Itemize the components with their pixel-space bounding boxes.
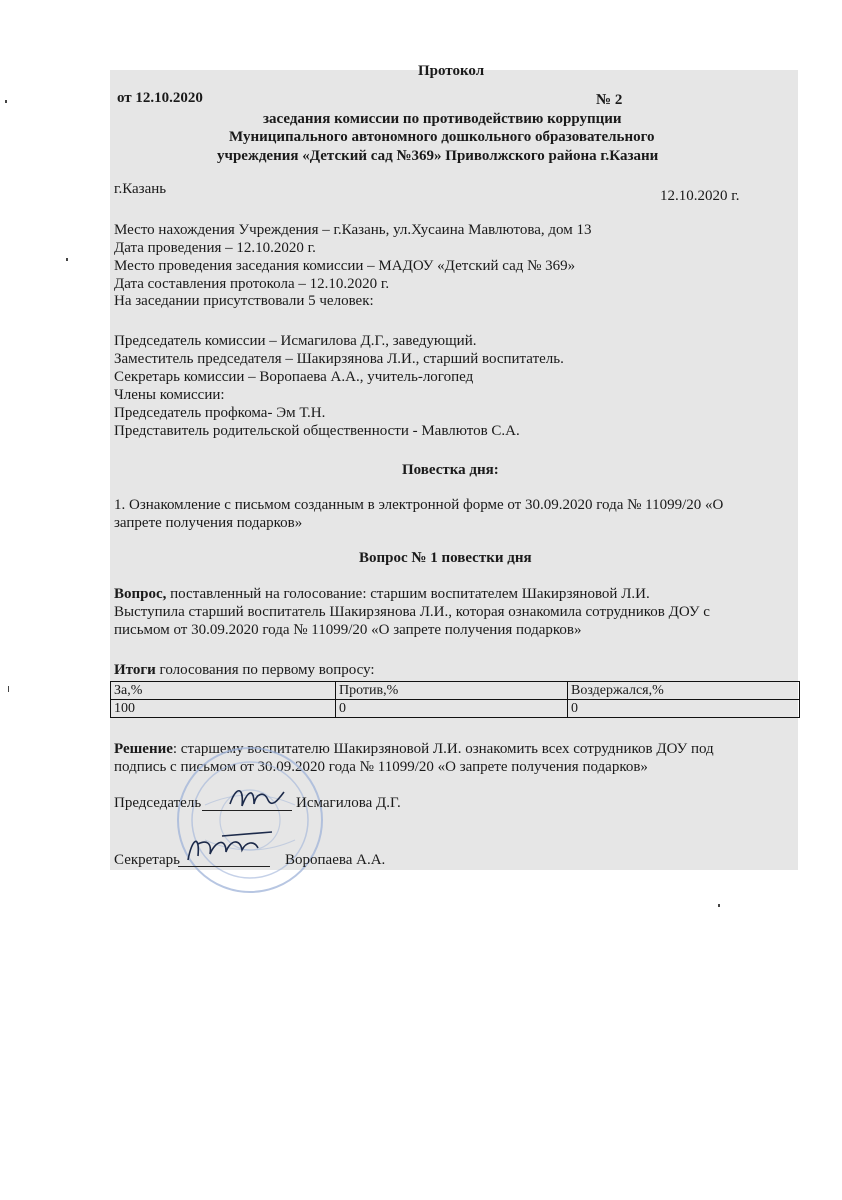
protocol-date: от 12.10.2020: [117, 90, 203, 106]
header-cell-for: За,%: [111, 682, 336, 700]
subtitle-line-2: Муниципального автономного дошкольного образовательного: [229, 129, 655, 145]
question-label: Вопрос,: [114, 586, 167, 602]
scan-speck: [718, 904, 720, 907]
value-cell-for: 100: [111, 700, 336, 718]
value-cell-abstain: 0: [568, 700, 800, 718]
member-line: Председатель комиссии – Исмагилова Д.Г., заведующий.: [114, 333, 477, 349]
chair-signature: [222, 780, 292, 818]
voting-label-line: [114, 661, 375, 679]
protocol-number: № 2: [596, 92, 623, 108]
round-stamp: [175, 745, 325, 895]
voting-label-bold: Итоги: [114, 662, 156, 678]
voting-label-text: голосования по первому вопросу:: [155, 662, 375, 678]
member-line: Заместитель председателя – Шакирзянова Л.И., старший воспитатель.: [114, 351, 564, 367]
header-cell-against: Против,%: [336, 682, 568, 700]
secretary-label: Секретарь: [114, 852, 181, 868]
question-text: поставленный на голосование: старшим воспитателем Шакирзяновой Л.И.: [166, 586, 650, 602]
member-line: Представитель родительской общественности - Мавлютов С.А.: [114, 423, 520, 439]
member-line: Члены комиссии:: [114, 387, 225, 403]
place-date: 12.10.2020 г.: [660, 188, 740, 204]
agenda-heading: Повестка дня:: [402, 462, 499, 478]
decision-text: : старшему воспитателю Шакирзяновой Л.И. ознакомить всех сотрудников ДОУ под: [172, 741, 714, 757]
secretary-signature: [182, 826, 278, 868]
chair-name: Исмагилова Д.Г.: [296, 795, 401, 811]
speech-line-1: Выступила старший воспитатель Шакирзянова Л.И., которая ознакомила сотрудников ДОУ с: [114, 604, 710, 620]
subtitle-line-1: заседания комиссии по противодействию коррупции: [263, 111, 622, 127]
chair-label: Председатель: [114, 795, 202, 811]
doc-title: Протокол: [418, 63, 485, 79]
detail-line: Место нахождения Учреждения – г.Казань, ул.Хусаина Мавлютова, дом 13: [114, 222, 592, 238]
decision-line-2: подпись с письмом от 30.09.2020 года № 11099/20 «О запрете получения подарков»: [114, 759, 648, 775]
header-cell-abstain: Воздержался,%: [568, 682, 800, 700]
member-line: Председатель профкома- Эм Т.Н.: [114, 405, 326, 421]
agenda-item-line-1: 1. Ознакомление с письмом созданным в электронной форме от 30.09.2020 года № 11099/20 «О: [114, 497, 724, 513]
decision-label: Решение: [114, 741, 173, 757]
value-cell-against: 0: [336, 700, 568, 718]
question-heading: Вопрос № 1 повестки дня: [359, 550, 532, 566]
detail-line: Дата проведения – 12.10.2020 г.: [114, 240, 316, 256]
member-line: Секретарь комиссии – Воропаева А.А., учитель-логопед: [114, 369, 474, 385]
subtitle-line-3: учреждения «Детский сад №369» Приволжского района г.Казани: [217, 148, 659, 164]
agenda-item-line-2: запрете получения подарков»: [114, 515, 303, 531]
secretary-name: Воропаева А.А.: [285, 852, 386, 868]
city: г.Казань: [114, 181, 167, 197]
table-header-row: [111, 682, 800, 700]
table-row: [111, 700, 800, 718]
scan-speck: [66, 258, 68, 261]
speech-line-2: письмом от 30.09.2020 года № 11099/20 «О запрете получения подарков»: [114, 622, 582, 638]
detail-line: Место проведения заседания комиссии – МАДОУ «Детский сад № 369»: [114, 258, 576, 274]
scan-speck: [5, 100, 7, 103]
question-line: [114, 585, 650, 603]
voting-table: [110, 681, 800, 718]
detail-line: Дата составления протокола – 12.10.2020 г.: [114, 276, 390, 292]
detail-line: На заседании присутствовали 5 человек:: [114, 293, 374, 309]
scan-speck: [8, 686, 9, 692]
